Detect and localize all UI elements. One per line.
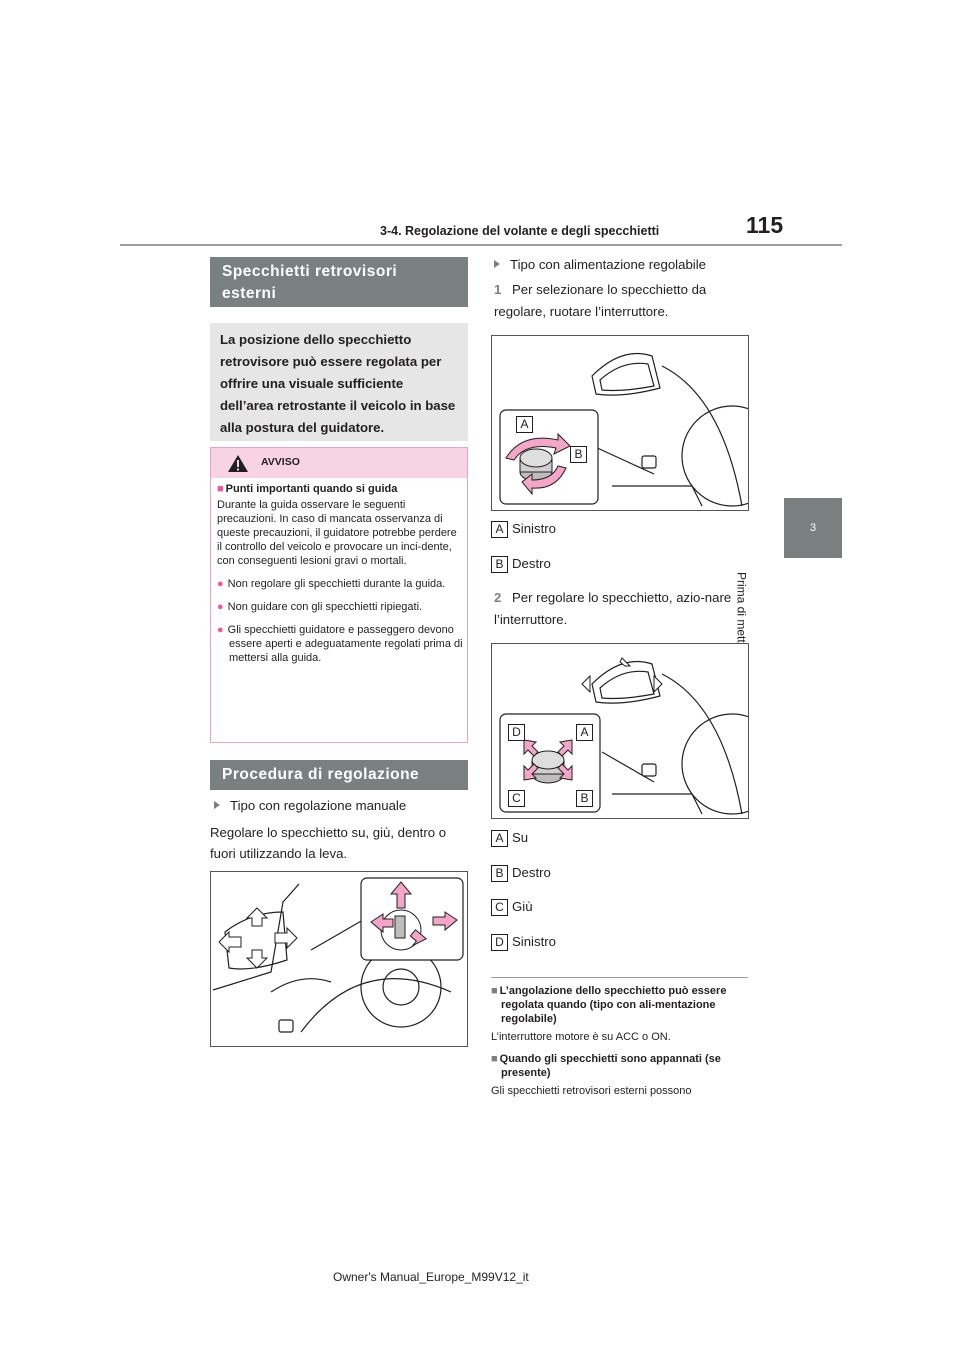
- step-2: [494, 587, 750, 631]
- adjust-switch-illustration: [491, 643, 749, 819]
- chapter-tab: 3: [784, 498, 842, 558]
- warning-item-text: Gli specchietti guidatore e passeggero devono essere aperti e adeguatamente regolati prima di mettersi alla guida.: [227, 624, 463, 664]
- manual-lever-illustration: [210, 871, 468, 1047]
- warning-item-text: Non regolare gli specchietti durante la guida.: [227, 578, 446, 590]
- circle-bullet-icon: ●: [217, 601, 224, 613]
- heading-line-1: Specchietti retrovisori: [222, 263, 398, 280]
- triangle-bullet-icon: [214, 801, 220, 809]
- legend-item: [491, 865, 551, 882]
- section-heading-procedure: Procedura di regolazione: [210, 760, 468, 790]
- legend-text: Destro: [512, 556, 551, 571]
- figure-label-b: B: [570, 446, 587, 463]
- circle-bullet-icon: ●: [217, 578, 224, 590]
- legend-key: B: [491, 865, 508, 882]
- step-1-text: Per selezionare lo specchietto da regolare, ruotare l’interruttore.: [494, 282, 707, 319]
- header-divider: [120, 244, 842, 246]
- figure-label-b: B: [576, 790, 593, 807]
- footer-manual-id: Owner's Manual_Europe_M99V12_it: [333, 1270, 529, 1284]
- legend-item: [491, 830, 528, 847]
- section-heading-external-mirrors: [210, 257, 468, 307]
- legend-item: [491, 899, 533, 916]
- intro-box: La posizione dello specchietto retrovisore può essere regolata per offrire una visuale sufficiente dell’area retrostante il veicolo in base alla postura del guidatore.: [210, 323, 468, 441]
- legend-item: [491, 934, 556, 951]
- notes-divider: [491, 977, 748, 978]
- power-type-label: Tipo con alimentazione regolabile: [510, 257, 706, 272]
- figure-label-a: A: [576, 724, 593, 741]
- legend-key: A: [491, 521, 508, 538]
- legend-item: [491, 556, 551, 573]
- warning-body: [217, 482, 463, 665]
- legend-text: Giù: [512, 899, 533, 914]
- adjust-switch-drawing: [492, 644, 748, 818]
- chapter-title: [772, 572, 856, 772]
- note-heading: [491, 1052, 748, 1080]
- step-2-number: 2: [494, 590, 502, 605]
- heading-line-2: esterni: [222, 285, 277, 302]
- note-text: L’interruttore motore è su ACC o ON.: [491, 1031, 671, 1043]
- legend-key: C: [491, 899, 508, 916]
- warning-subheading: [217, 482, 463, 496]
- warning-item: [217, 600, 463, 614]
- step-1-number: 1: [494, 282, 502, 297]
- manual-lever-drawing: [211, 872, 467, 1046]
- square-bullet-icon: ■: [217, 483, 224, 495]
- square-bullet-icon: ■: [491, 1053, 498, 1065]
- step-2-text: Per regolare lo specchietto, azio-nare l’interruttore.: [494, 590, 732, 627]
- note-block: [491, 984, 748, 1098]
- selector-switch-illustration: [491, 335, 749, 511]
- manual-type-line: [214, 795, 468, 816]
- triangle-bullet-icon: [494, 260, 500, 268]
- note-text: Gli specchietti retrovisori esterni possono: [491, 1085, 692, 1097]
- legend-text: Su: [512, 830, 529, 845]
- warning-title: AVVISO: [261, 456, 300, 468]
- warning-subheading-text: Punti importanti quando si guida: [225, 483, 398, 495]
- warning-item-text: Non guidare con gli specchietti ripiegati.: [227, 601, 423, 613]
- circle-bullet-icon: ●: [217, 624, 224, 636]
- figure-label-a: A: [516, 416, 533, 433]
- legend-text: Sinistro: [512, 521, 556, 536]
- header-section-title: 3-4. Regolazione del volante e degli specchietti: [380, 224, 660, 238]
- page-number: 115: [746, 212, 784, 238]
- legend-text: Destro: [512, 865, 551, 880]
- manual-type-description: Regolare lo specchietto su, giù, dentro o fuori utilizzando la leva.: [210, 825, 447, 861]
- legend-item: [491, 521, 556, 538]
- figure-label-c: C: [508, 790, 525, 807]
- warning-box: [210, 447, 468, 743]
- warning-item: [217, 577, 463, 591]
- warning-header: [211, 448, 467, 478]
- legend-key: B: [491, 556, 508, 573]
- warning-triangle-icon: [227, 454, 249, 473]
- figure-label-d: D: [508, 724, 525, 741]
- legend-text: Sinistro: [512, 934, 556, 949]
- legend-key: D: [491, 934, 508, 951]
- warning-paragraph: Durante la guida osservare le seguenti precauzioni. In caso di mancata osservanza di queste precauzioni, il guidatore potrebbe perdere il controllo del veicolo e provocare un inci-dente, con conseguenti lesioni gravi o mortali.: [217, 499, 457, 567]
- warning-item: [217, 623, 463, 665]
- legend-key: A: [491, 830, 508, 847]
- note-heading: [491, 984, 748, 1026]
- note-heading-text: Quando gli specchietti sono appannati (se presente): [499, 1053, 721, 1079]
- step-1: [494, 279, 750, 323]
- square-bullet-icon: ■: [491, 985, 498, 997]
- note-heading-text: L’angolazione dello specchietto può essere regolata quando (tipo con ali-mentazione regolabile): [499, 985, 727, 1025]
- power-type-line: [494, 254, 750, 275]
- manual-type-label: Tipo con regolazione manuale: [230, 798, 407, 813]
